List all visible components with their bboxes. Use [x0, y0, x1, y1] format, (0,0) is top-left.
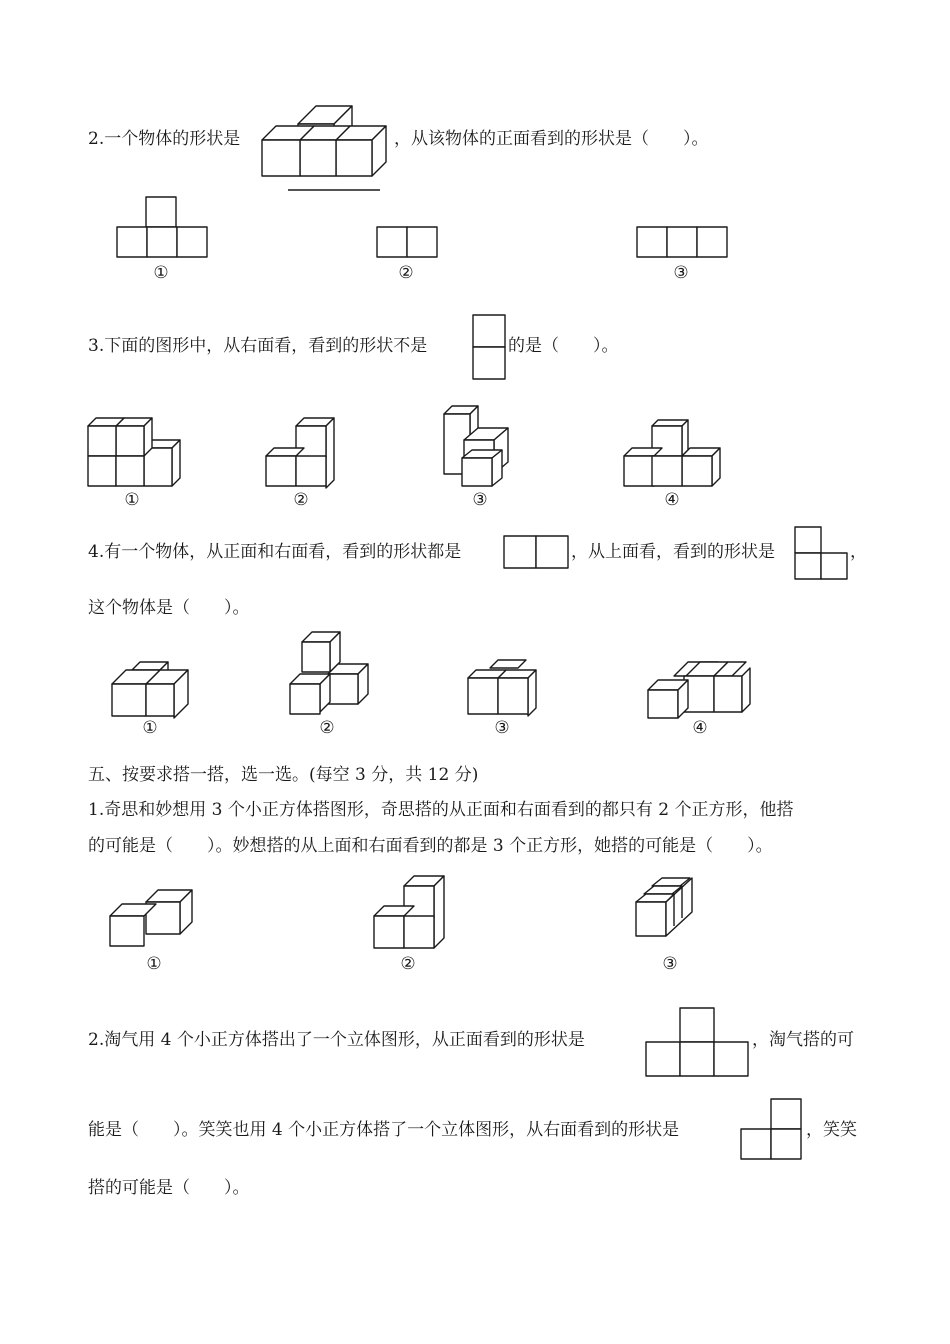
s5-q1-option-1-figure[interactable]: [108, 888, 200, 954]
q3-option-3-figure[interactable]: [444, 406, 518, 494]
q3-reference-shape: [472, 314, 506, 384]
q3-text-after: 的是（ ）。: [508, 336, 619, 356]
q4-text-part1: 4.有一个物体，从正面和右面看，看到的形状都是: [88, 542, 462, 562]
q4-option-4-label: ④: [692, 718, 708, 738]
q3-option-4-figure[interactable]: [624, 416, 724, 492]
q2-option-1-label: ①: [153, 263, 169, 283]
q2-option-2-figure[interactable]: [376, 226, 438, 262]
s5-q2-line2-after: ，笑笑: [806, 1120, 857, 1140]
section5-heading: 五、按要求搭一搭，选一选。(每空 3 分，共 12 分): [88, 765, 479, 785]
s5-q2-front-view-shape: [645, 1007, 749, 1081]
q4-text-part2: ，从上面看，看到的形状是: [571, 542, 775, 562]
s5-q1-option-2-label: ②: [400, 954, 416, 974]
iso-cube: [336, 126, 386, 176]
s5-q1-line1: 1.奇思和妙想用 3 个小正方体搭图形，奇思搭的从正面和右面看到的都只有 2 个正方形，他搭: [88, 800, 794, 820]
q4-front-right-view-shape: [503, 535, 569, 573]
q2-solid-figure: [258, 104, 390, 200]
s5-q2-right-view-shape: [740, 1098, 802, 1164]
q3-option-1-figure[interactable]: [88, 416, 188, 492]
s5-q2-line1-before: 2.淘气用 4 个小正方体搭出了一个立体图形，从正面看到的形状是: [88, 1030, 585, 1050]
q3-option-2-label: ②: [293, 490, 309, 510]
q4-top-view-shape: [794, 526, 850, 584]
q4-option-2-figure[interactable]: [288, 632, 372, 720]
s5-q2-line3: 搭的可能是（ ）。: [88, 1178, 250, 1198]
q4-option-1-label: ①: [142, 718, 158, 738]
s5-q1-line2: 的可能是（ ）。妙想搭的从上面和右面看到的都是 3 个正方形，她搭的可能是（ ）。: [88, 836, 773, 856]
s5-q1-option-3-label: ③: [662, 954, 678, 974]
s5-q1-option-3-figure[interactable]: [634, 878, 706, 954]
q4-option-4-figure[interactable]: [646, 660, 758, 720]
q2-option-1-figure[interactable]: [116, 196, 208, 262]
s5-q2-line2-before: 能是（ ）。笑笑也用 4 个小正方体搭了一个立体图形，从右面看到的形状是: [88, 1120, 680, 1140]
q3-option-1-label: ①: [124, 490, 140, 510]
q3-option-2-figure[interactable]: [266, 416, 338, 492]
q4-line2: 这个物体是（ ）。: [88, 598, 250, 618]
q2-text-after: ，从该物体的正面看到的形状是（ ）。: [394, 129, 709, 149]
q3-option-3-label: ③: [472, 490, 488, 510]
q3-text-before: 3.下面的图形中，从右面看，看到的形状不是: [88, 336, 428, 356]
q2-option-3-figure[interactable]: [636, 226, 728, 262]
s5-q2-line1-after: ，淘气搭的可: [752, 1030, 854, 1050]
q2-option-3-label: ③: [673, 263, 689, 283]
q3-option-4-label: ④: [664, 490, 680, 510]
q2-option-2-label: ②: [398, 263, 414, 283]
q4-option-3-figure[interactable]: [468, 658, 540, 722]
q4-text-part3: ，: [850, 542, 867, 562]
s5-q1-option-1-label: ①: [146, 954, 162, 974]
q2-text-before: 2.一个物体的形状是: [88, 129, 241, 149]
q4-option-3-label: ③: [494, 718, 510, 738]
q4-option-2-label: ②: [319, 718, 335, 738]
q4-option-1-figure[interactable]: [110, 660, 192, 720]
s5-q1-option-2-figure[interactable]: [372, 874, 450, 954]
